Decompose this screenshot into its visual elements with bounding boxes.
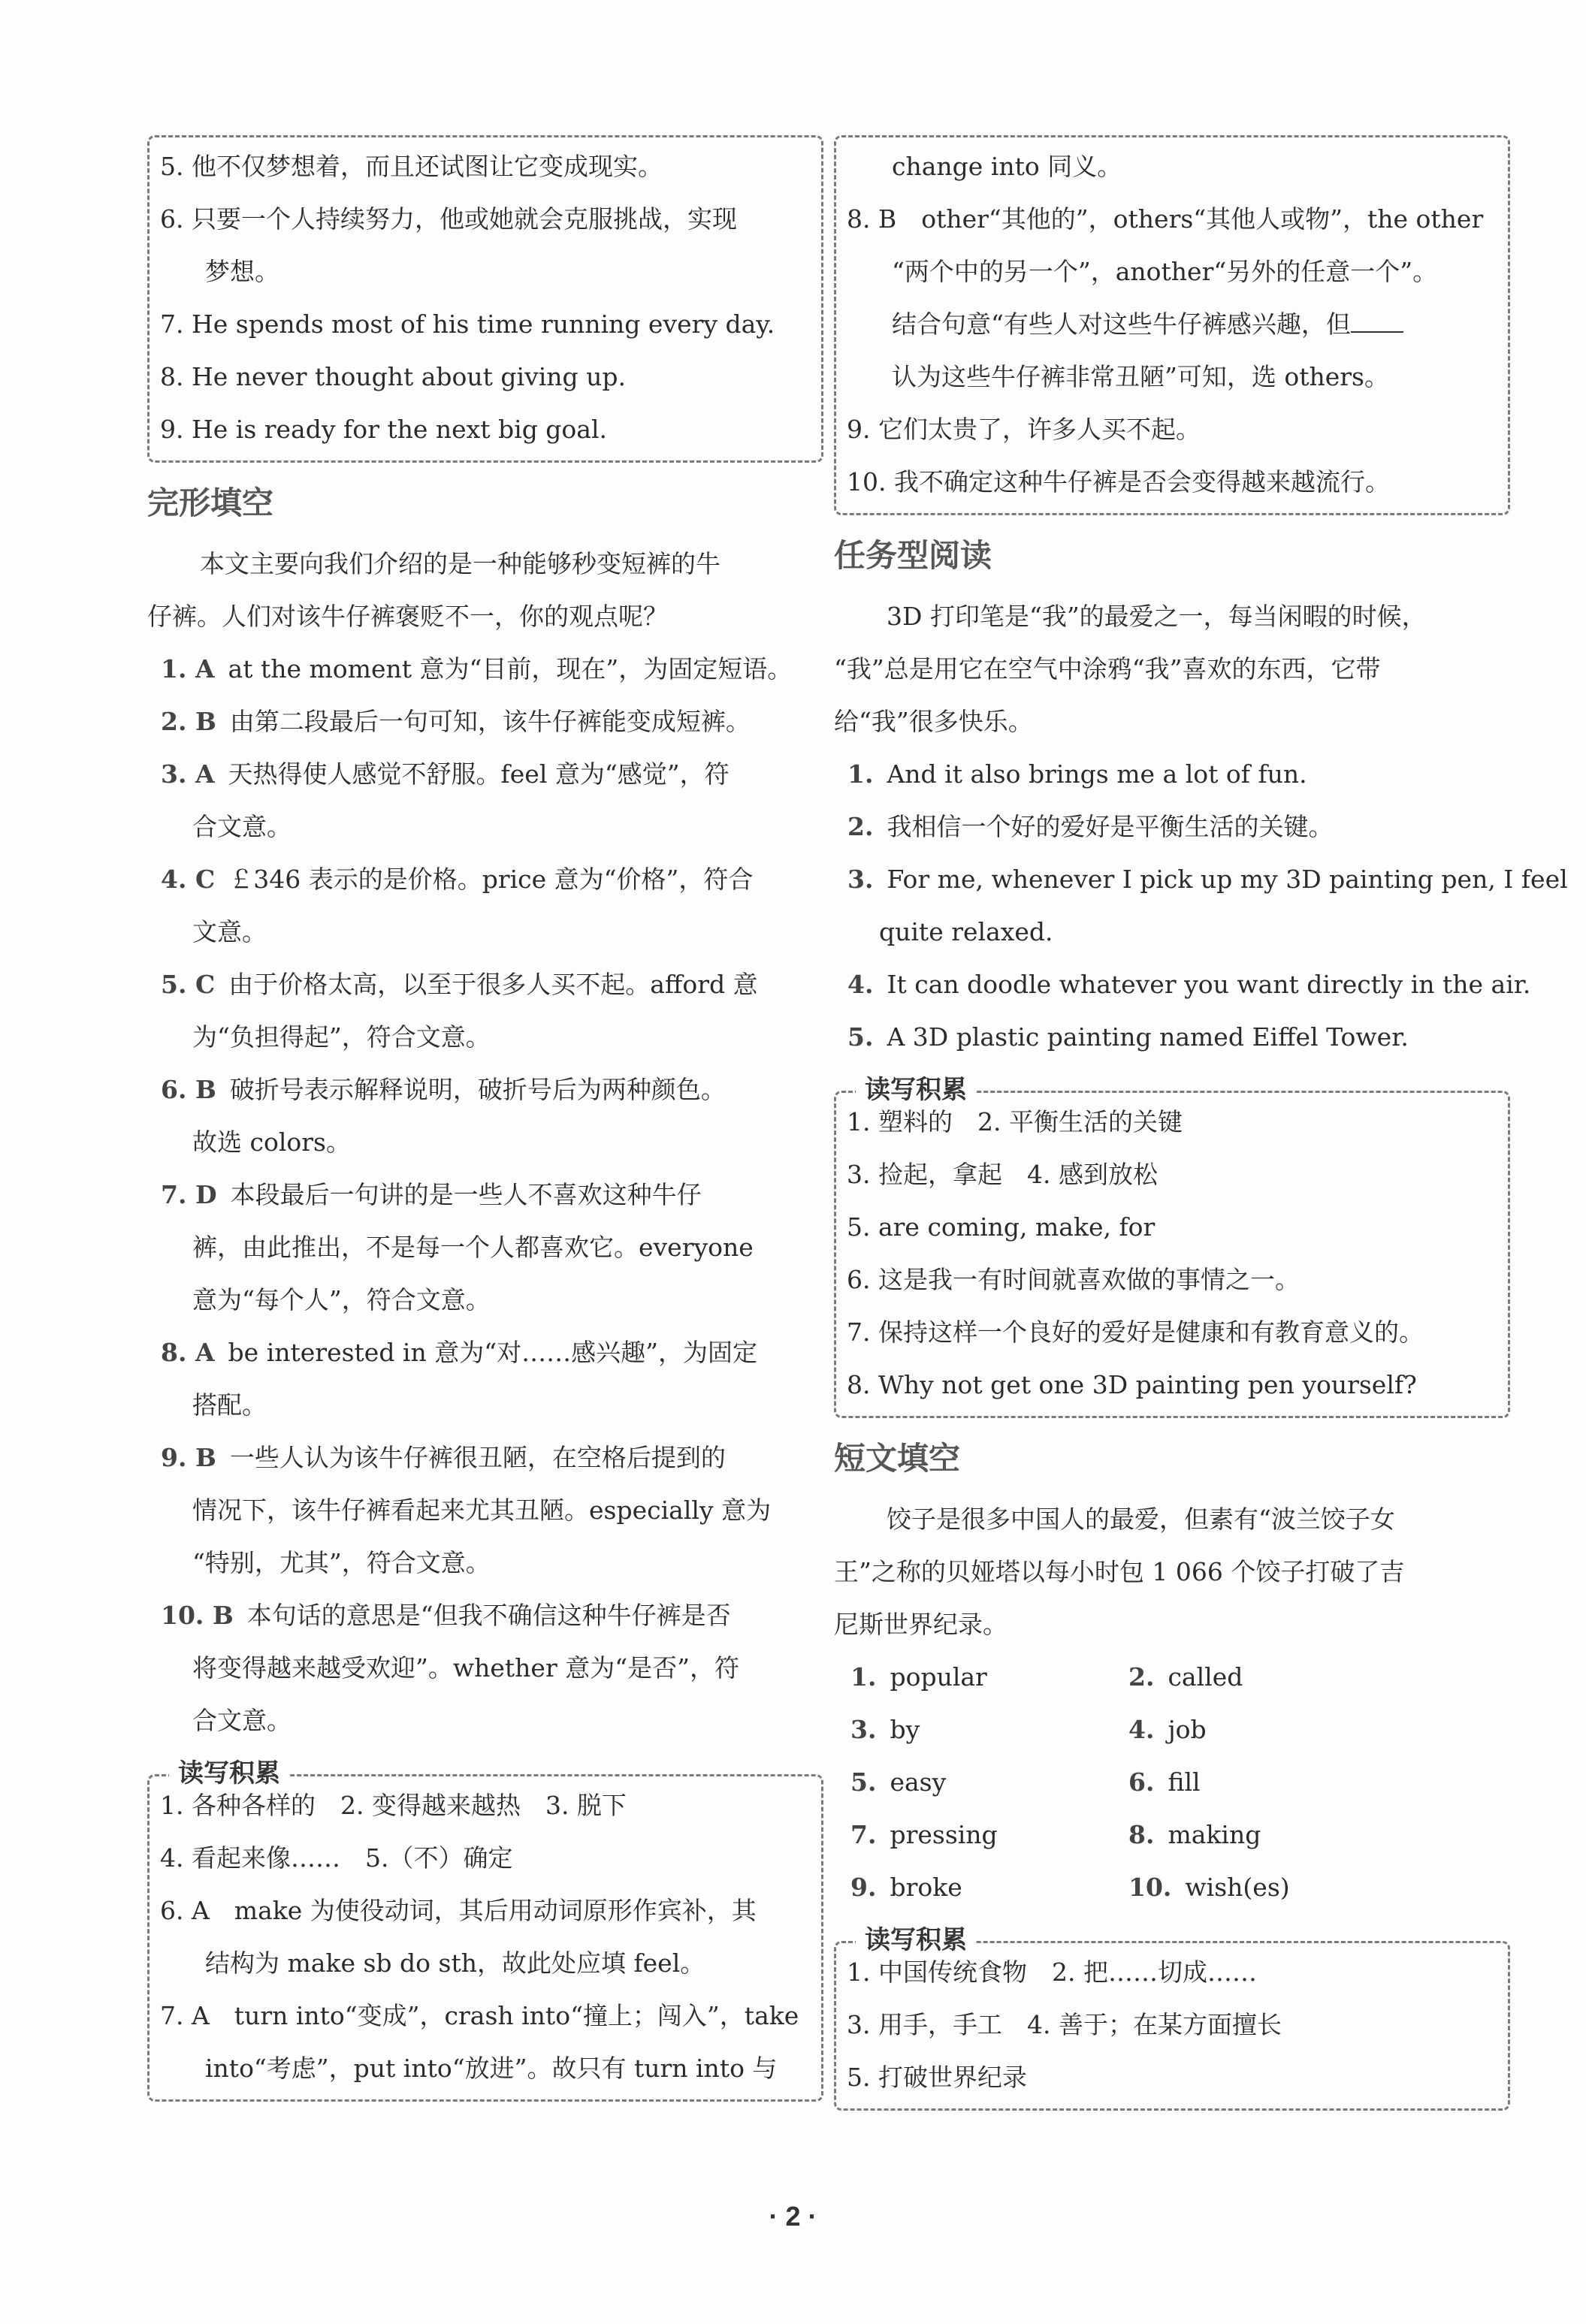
accumulation-line: 结构为 make sb do sth，故此处应填 feel。	[205, 1948, 705, 1978]
cloze-answers	[147, 643, 823, 1747]
task-answer-number: 3.	[847, 865, 874, 894]
accumulation-line: 3. 用手，手工 4. 善于；在某方面擅长	[847, 2010, 1282, 2039]
fill-number: 2.	[1128, 1662, 1155, 1692]
intro-line: 3D 打印笔是“我”的最爱之一，每当闲暇的时候，	[887, 602, 1427, 631]
cloze-answer-line: 合文意。	[192, 812, 292, 841]
cloze-answer-line: 意为“每个人”，符合文意。	[192, 1285, 491, 1314]
cloze-answer-line	[147, 1589, 823, 1642]
accumulation-line: 7. A turn into“变成”，crash into“撞上；闯入”，take	[160, 2001, 799, 2030]
translation-line: 梦想。	[205, 257, 279, 286]
left-column	[147, 135, 823, 2112]
task-answer-text: 我相信一个好的爱好是平衡生活的关键。	[887, 812, 1334, 841]
cloze-answer-text: ￡346 表示的是价格。price 意为“价格”，符合	[228, 865, 754, 894]
cloze-answer-line: 故选 colors。	[192, 1127, 351, 1157]
cloze-answer-text: 本句话的意思是“但我不确信这种牛仔裤是否	[246, 1601, 731, 1630]
fill-number: 9.	[850, 1873, 877, 1902]
cloze-answer-line	[147, 643, 823, 696]
fill-answers	[834, 1651, 1510, 1914]
answer-blank	[1351, 312, 1403, 333]
accumulation-line: into“考虑”，put into“放进”。故只有 turn into 与	[205, 2054, 778, 2083]
translation-line: 5. 他不仅梦想着，而且还试图让它变成现实。	[160, 152, 663, 181]
fill-answer	[850, 1651, 1128, 1704]
cloze-answer-line	[147, 958, 823, 1011]
fill-number: 5.	[850, 1767, 877, 1797]
task-intro	[834, 590, 1510, 748]
answer-line: change into 同义。	[892, 152, 1122, 181]
accumulation-line: 1. 中国传统食物 2. 把……切成……	[847, 1957, 1257, 1987]
fill-answer	[1128, 1651, 1406, 1704]
box-title: 读写积累	[856, 1073, 976, 1106]
cloze-answer-line: 文意。	[192, 917, 267, 946]
task-answer-text: It can doodle whatever you want directly in the air.	[887, 970, 1531, 999]
task-answer-number: 5.	[847, 1022, 874, 1052]
page-number: · 2 ·	[769, 2201, 817, 2232]
accumulation-line: 6. A make 为使役动词，其后用动词原形作宾补，其	[160, 1896, 757, 1925]
accumulation-line: 5. 打破世界纪录	[847, 2063, 1027, 2092]
cloze-answer-number: 9. B	[161, 1443, 216, 1472]
cloze-answer-line	[147, 1169, 823, 1221]
fill-answer	[850, 1704, 1128, 1756]
translation-line: 7. He spends most of his time running every day.	[160, 309, 775, 339]
fill-word: broke	[890, 1873, 962, 1902]
fill-answer	[1128, 1704, 1406, 1756]
cloze-answer-text: 天热得使人感觉不舒服。feel 意为“感觉”，符	[228, 759, 730, 789]
fill-word: fill	[1168, 1767, 1201, 1797]
fill-word: popular	[890, 1662, 987, 1692]
task-answer-number: 4.	[847, 970, 874, 999]
cloze-answer-number: 1. A	[161, 654, 215, 684]
cloze-answer-text: 一些人认为该牛仔裤很丑陋，在空格后提到的	[229, 1443, 726, 1472]
accumulation-line: 3. 捡起，拿起 4. 感到放松	[847, 1160, 1158, 1189]
answer-line: “两个中的另一个”，another“另外的任意一个”。	[892, 257, 1438, 286]
box-title: 读写积累	[169, 1757, 289, 1790]
fill-answer	[1128, 1861, 1406, 1914]
fill-word: called	[1168, 1662, 1243, 1692]
answer-continuation-box	[834, 135, 1510, 515]
cloze-answer-line: 搭配。	[192, 1390, 267, 1420]
cloze-answer-number: 2. B	[161, 707, 216, 736]
cloze-answer-line: 情况下，该牛仔裤看起来尤其丑陋。especially 意为	[192, 1496, 772, 1525]
section-title-cloze: 完形填空	[147, 484, 274, 521]
cloze-answer-text: be interested in 意为“对……感兴趣”，为固定	[228, 1338, 757, 1367]
fill-answer	[850, 1809, 1128, 1861]
task-answer-line	[834, 853, 1568, 906]
cloze-answer-number: 3. A	[161, 759, 215, 789]
cloze-intro	[147, 538, 823, 643]
fill-answer	[1128, 1809, 1406, 1861]
accumulation-line: 7. 保持这样一个良好的爱好是健康和有教育意义的。	[847, 1317, 1424, 1347]
fill-word: wish(es)	[1185, 1873, 1290, 1902]
cloze-answer-number: 8. A	[161, 1338, 215, 1367]
fill-answer	[850, 1756, 1128, 1809]
intro-line: 尼斯世界纪录。	[834, 1610, 1007, 1639]
task-answer-number: 1.	[847, 759, 874, 789]
fill-number: 7.	[850, 1820, 877, 1849]
cloze-answer-line: 裤，由此推出，不是每一个人都喜欢它。everyone	[192, 1233, 754, 1262]
translation-line: 8. He never thought about giving up.	[160, 362, 627, 391]
task-answer-line	[834, 1011, 1510, 1064]
intro-line: 饺子是很多中国人的最爱，但素有“波兰饺子女	[887, 1505, 1395, 1534]
answer-line: 10. 我不确定这种牛仔裤是否会变得越来越流行。	[847, 467, 1390, 496]
cloze-answer-number: 7. D	[161, 1180, 217, 1209]
cloze-answer-text: 由于价格太高，以至于很多人买不起。afford 意	[228, 970, 758, 999]
fill-number: 8.	[1128, 1820, 1155, 1849]
cloze-answer-line: 将变得越来越受欢迎”。whether 意为“是否”，符	[192, 1653, 739, 1683]
right-column	[834, 135, 1568, 2121]
fill-number: 10.	[1128, 1873, 1172, 1902]
task-answer-text: A 3D plastic painting named Eiffel Tower.	[887, 1022, 1409, 1052]
cloze-answer-line	[147, 696, 823, 748]
answer-line: 8. B other“其他的”，others“其他人或物”，the other	[847, 204, 1484, 234]
fill-word: by	[890, 1715, 920, 1744]
accumulation-line: 4. 看起来像…… 5.（不）确定	[160, 1843, 513, 1873]
reading-writing-box	[834, 1925, 1510, 2111]
accumulation-line: 1. 各种各样的 2. 变得越来越热 3. 脱下	[160, 1791, 627, 1820]
accumulation-line: 6. 这是我一有时间就喜欢做的事情之一。	[847, 1265, 1300, 1294]
cloze-answer-number: 6. B	[161, 1075, 216, 1104]
cloze-answer-line: 合文意。	[192, 1706, 292, 1735]
section-title-task-reading: 任务型阅读	[834, 537, 992, 574]
accumulation-line: 8. Why not get one 3D painting pen yourself?	[847, 1370, 1417, 1399]
cloze-answer-number: 4. C	[161, 865, 216, 894]
fill-word: job	[1168, 1715, 1207, 1744]
intro-line: 王”之称的贝娅塔以每小时包 1 066 个饺子打破了吉	[834, 1557, 1405, 1586]
reading-writing-box	[147, 1758, 823, 2102]
task-answer-text: And it also brings me a lot of fun.	[887, 759, 1307, 789]
fill-answer	[850, 1861, 1128, 1914]
translation-line: 6. 只要一个人持续努力，他或她就会克服挑战，实现	[160, 204, 737, 234]
cloze-answer-line	[147, 1432, 823, 1484]
cloze-answer-text: at the moment 意为“目前，现在”，为固定短语。	[228, 654, 793, 684]
fill-number: 6.	[1128, 1767, 1155, 1797]
task-answer-line	[834, 801, 1510, 853]
answer-line: 认为这些牛仔裤非常丑陋”可知，选 others。	[892, 362, 1389, 391]
intro-line: 本文主要向我们介绍的是一种能够秒变短裤的牛	[200, 549, 720, 578]
fill-word: pressing	[890, 1820, 998, 1849]
intro-line: 给“我”很多快乐。	[834, 707, 1033, 736]
cloze-answer-line: 为“负担得起”，符合文意。	[192, 1022, 491, 1052]
translation-box	[147, 135, 823, 463]
fill-word: making	[1168, 1820, 1261, 1849]
task-answer-line	[834, 958, 1531, 1011]
accumulation-line: 1. 塑料的 2. 平衡生活的关键	[847, 1107, 1183, 1136]
intro-line: 仔裤。人们对该牛仔裤褒贬不一，你的观点呢？	[147, 602, 668, 631]
cloze-answer-text: 破折号表示解释说明，破折号后为两种颜色。	[229, 1075, 726, 1104]
fill-number: 1.	[850, 1662, 877, 1692]
intro-line: “我”总是用它在空气中涂鸦“我”喜欢的东西，它带	[834, 654, 1381, 684]
answer-line: 9. 它们太贵了，许多人买不起。	[847, 415, 1201, 444]
translation-line: 9. He is ready for the next big goal.	[160, 415, 608, 444]
fill-number: 4.	[1128, 1715, 1155, 1744]
cloze-answer-number: 10. B	[161, 1601, 234, 1630]
cloze-answer-line: “特别，尤其”，符合文意。	[192, 1548, 491, 1577]
task-answer-line	[834, 748, 1510, 801]
reading-writing-box	[834, 1075, 1510, 1418]
task-answers	[834, 748, 1568, 1064]
cloze-answer-text: 本段最后一句讲的是一些人不喜欢这种牛仔	[230, 1180, 702, 1209]
cloze-answer-text: 由第二段最后一句可知，该牛仔裤能变成短裤。	[229, 707, 751, 736]
task-answer-text: For me, whenever I pick up my 3D painting pen, I feel	[887, 865, 1568, 894]
fill-number: 3.	[850, 1715, 877, 1744]
cloze-answer-line	[147, 1064, 823, 1116]
fill-intro	[834, 1493, 1510, 1651]
task-answer-line: quite relaxed.	[879, 917, 1053, 946]
task-answer-number: 2.	[847, 812, 874, 841]
cloze-answer-line	[147, 748, 823, 801]
cloze-answer-line	[147, 1326, 823, 1379]
answer-line: 结合句意“有些人对这些牛仔裤感兴趣，但	[847, 298, 1497, 351]
section-title-fill-blanks: 短文填空	[834, 1440, 961, 1477]
fill-word: easy	[890, 1767, 947, 1797]
cloze-answer-line	[147, 853, 823, 906]
fill-answer	[1128, 1756, 1406, 1809]
cloze-answer-number: 5. C	[161, 970, 216, 999]
accumulation-line: 5. are coming, make, for	[847, 1212, 1156, 1242]
box-title: 读写积累	[856, 1924, 976, 1957]
